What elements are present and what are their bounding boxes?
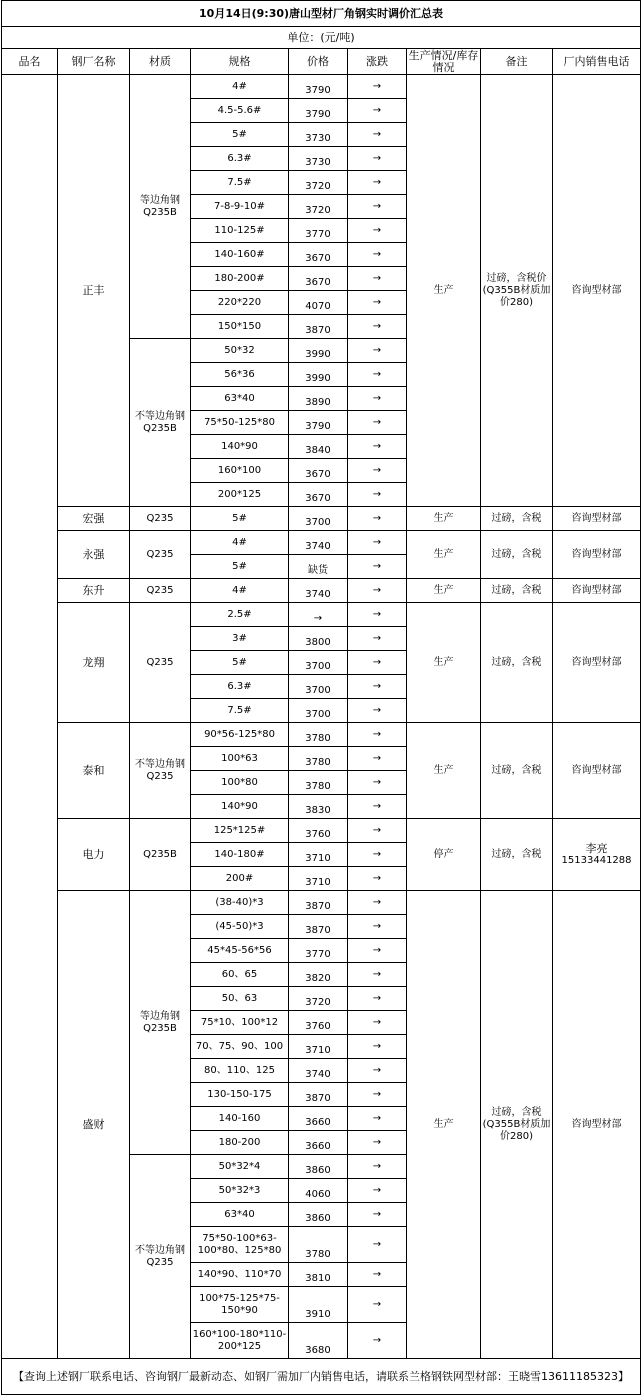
spec-cell: 7-8-9-10# bbox=[191, 195, 289, 219]
price-cell: 3990 bbox=[289, 339, 348, 363]
spec-cell: 140*90 bbox=[191, 435, 289, 459]
phone-cell: 咨询型材部 bbox=[553, 723, 641, 819]
footer-note: 【查询上述钢厂联系电话、咨询钢厂最新动态、如钢厂需加厂内销售电话，请联系兰格钢铁网型材部：王晓雪13611185323】 bbox=[2, 1359, 641, 1395]
change-cell: → bbox=[348, 1323, 407, 1359]
header-mill: 钢厂名称 bbox=[58, 49, 130, 75]
mill-name: 电力 bbox=[58, 819, 130, 891]
change-cell: → bbox=[348, 963, 407, 987]
price-cell: 3890 bbox=[289, 387, 348, 411]
change-cell: → bbox=[348, 651, 407, 675]
spec-cell: 80、110、125 bbox=[191, 1059, 289, 1083]
material-cell: Q235 bbox=[130, 579, 191, 603]
spec-cell: 7.5# bbox=[191, 171, 289, 195]
change-cell: → bbox=[348, 939, 407, 963]
change-cell: → bbox=[348, 363, 407, 387]
price-cell: 3680 bbox=[289, 1323, 348, 1359]
price-cell: 3730 bbox=[289, 147, 348, 171]
remark-cell: 过磅，含税 bbox=[481, 531, 553, 579]
spec-cell: 180-200# bbox=[191, 267, 289, 291]
spec-cell: 75*10、100*12 bbox=[191, 1011, 289, 1035]
spec-cell: 160*100-180*110-200*125 bbox=[191, 1323, 289, 1359]
table-row bbox=[2, 723, 641, 747]
price-cell: 3870 bbox=[289, 891, 348, 915]
change-cell: → bbox=[348, 459, 407, 483]
status-cell: 停产 bbox=[407, 819, 481, 891]
change-cell: → bbox=[348, 99, 407, 123]
spec-cell: 140-160# bbox=[191, 243, 289, 267]
spec-cell: 100*75-125*75-150*90 bbox=[191, 1287, 289, 1323]
spec-cell: 50*32*4 bbox=[191, 1155, 289, 1179]
change-cell: → bbox=[348, 843, 407, 867]
table-row bbox=[2, 819, 641, 843]
spec-cell: 4# bbox=[191, 75, 289, 99]
spec-cell: 110-125# bbox=[191, 219, 289, 243]
spec-cell: 60、65 bbox=[191, 963, 289, 987]
change-cell: → bbox=[348, 1155, 407, 1179]
price-cell: 3720 bbox=[289, 195, 348, 219]
change-cell: → bbox=[348, 867, 407, 891]
price-cell: 3840 bbox=[289, 435, 348, 459]
change-cell: → bbox=[348, 723, 407, 747]
change-cell: → bbox=[348, 699, 407, 723]
price-cell: 3710 bbox=[289, 843, 348, 867]
change-cell: → bbox=[348, 195, 407, 219]
status-cell: 生产 bbox=[407, 579, 481, 603]
change-cell: → bbox=[348, 747, 407, 771]
spec-cell: 45*45-56*56 bbox=[191, 939, 289, 963]
change-cell: → bbox=[348, 675, 407, 699]
spec-cell: 200*125 bbox=[191, 483, 289, 507]
change-cell: → bbox=[348, 75, 407, 99]
change-cell: → bbox=[348, 891, 407, 915]
price-cell: 3830 bbox=[289, 795, 348, 819]
change-cell: → bbox=[348, 819, 407, 843]
price-cell: 3780 bbox=[289, 771, 348, 795]
change-cell: → bbox=[348, 411, 407, 435]
change-cell: → bbox=[348, 315, 407, 339]
change-cell: → bbox=[348, 171, 407, 195]
price-cell: 3910 bbox=[289, 1287, 348, 1323]
price-cell: 3760 bbox=[289, 819, 348, 843]
product-cell bbox=[2, 75, 58, 1359]
spec-cell: 2.5# bbox=[191, 603, 289, 627]
phone-cell: 咨询型材部 bbox=[553, 531, 641, 579]
change-cell: → bbox=[348, 555, 407, 579]
spec-cell: 63*40 bbox=[191, 1203, 289, 1227]
change-cell: → bbox=[348, 579, 407, 603]
mill-name: 龙翔 bbox=[58, 603, 130, 723]
price-cell: 3810 bbox=[289, 1263, 348, 1287]
price-cell: 3720 bbox=[289, 987, 348, 1011]
change-cell: → bbox=[348, 243, 407, 267]
table-row bbox=[2, 75, 641, 99]
change-cell: → bbox=[348, 771, 407, 795]
unit-label: 单位：(元/吨) bbox=[2, 27, 641, 49]
contact-phone: 15133441288 bbox=[561, 854, 632, 866]
header-product: 品名 bbox=[2, 49, 58, 75]
change-cell: → bbox=[348, 1227, 407, 1263]
phone-cell: 咨询型材部 bbox=[553, 891, 641, 1359]
material-cell: 不等边角钢Q235B bbox=[130, 339, 191, 507]
spec-cell: 5# bbox=[191, 123, 289, 147]
spec-cell: 4.5-5.6# bbox=[191, 99, 289, 123]
mill-name: 泰和 bbox=[58, 723, 130, 819]
contact-name: 李亮 bbox=[585, 841, 608, 855]
spec-cell: 140-160 bbox=[191, 1107, 289, 1131]
spec-cell: 56*36 bbox=[191, 363, 289, 387]
change-cell: → bbox=[348, 1059, 407, 1083]
status-cell: 生产 bbox=[407, 507, 481, 531]
remark-cell: 过磅，含税 bbox=[481, 819, 553, 891]
status-cell: 生产 bbox=[407, 75, 481, 507]
spec-cell: 140-180# bbox=[191, 843, 289, 867]
phone-cell: 咨询型材部 bbox=[553, 579, 641, 603]
spec-cell: 3# bbox=[191, 627, 289, 651]
change-cell: → bbox=[348, 123, 407, 147]
change-cell: → bbox=[348, 147, 407, 171]
spec-cell: 100*80 bbox=[191, 771, 289, 795]
change-cell: → bbox=[348, 1131, 407, 1155]
change-cell: → bbox=[348, 1035, 407, 1059]
spec-cell: 63*40 bbox=[191, 387, 289, 411]
mill-name: 东升 bbox=[58, 579, 130, 603]
price-cell: 3670 bbox=[289, 267, 348, 291]
price-cell: 3870 bbox=[289, 915, 348, 939]
spec-cell: 50、63 bbox=[191, 987, 289, 1011]
spec-cell: 220*220 bbox=[191, 291, 289, 315]
change-cell: → bbox=[348, 435, 407, 459]
remark-cell: 过磅，含税 bbox=[481, 507, 553, 531]
spec-cell: 140*90、110*70 bbox=[191, 1263, 289, 1287]
spec-cell: 5# bbox=[191, 507, 289, 531]
change-cell: → bbox=[348, 339, 407, 363]
spec-cell: (45-50)*3 bbox=[191, 915, 289, 939]
price-cell: 3700 bbox=[289, 651, 348, 675]
price-cell: 3660 bbox=[289, 1131, 348, 1155]
spec-cell: 75*50-100*63-100*80、125*80 bbox=[191, 1227, 289, 1263]
price-cell: 3780 bbox=[289, 1227, 348, 1263]
mill-name: 宏强 bbox=[58, 507, 130, 531]
spec-cell: 125*125# bbox=[191, 819, 289, 843]
header-row bbox=[2, 49, 641, 75]
change-cell: → bbox=[348, 387, 407, 411]
spec-cell: 6.3# bbox=[191, 675, 289, 699]
price-cell: 3800 bbox=[289, 627, 348, 651]
price-cell: 3860 bbox=[289, 1155, 348, 1179]
change-cell: → bbox=[348, 483, 407, 507]
remark-cell: 过磅，含税价(Q355B材质加价280) bbox=[481, 75, 553, 507]
material-cell: 不等边角钢Q235 bbox=[130, 1155, 191, 1359]
price-cell: 3770 bbox=[289, 939, 348, 963]
price-cell: 3740 bbox=[289, 1059, 348, 1083]
price-cell: 3870 bbox=[289, 315, 348, 339]
spec-cell: 5# bbox=[191, 555, 289, 579]
spec-cell: 70、75、90、100 bbox=[191, 1035, 289, 1059]
phone-cell: 咨询型材部 bbox=[553, 603, 641, 723]
material-cell: Q235 bbox=[130, 531, 191, 579]
price-cell: 3710 bbox=[289, 867, 348, 891]
spec-cell: 75*50-125*80 bbox=[191, 411, 289, 435]
change-cell: → bbox=[348, 987, 407, 1011]
price-cell: 3740 bbox=[289, 531, 348, 555]
phone-cell: 咨询型材部 bbox=[553, 507, 641, 531]
material-cell: 等边角钢Q235B bbox=[130, 891, 191, 1155]
remark-cell: 过磅，含税 bbox=[481, 723, 553, 819]
price-cell: 3670 bbox=[289, 483, 348, 507]
price-cell: 3740 bbox=[289, 579, 348, 603]
change-cell: → bbox=[348, 531, 407, 555]
mill-name: 正丰 bbox=[58, 75, 130, 507]
header-spec: 规格 bbox=[191, 49, 289, 75]
price-cell: 3760 bbox=[289, 1011, 348, 1035]
price-cell: 4070 bbox=[289, 291, 348, 315]
change-cell: → bbox=[348, 507, 407, 531]
spec-cell: 7.5# bbox=[191, 699, 289, 723]
spec-cell: 100*63 bbox=[191, 747, 289, 771]
spec-cell: 4# bbox=[191, 531, 289, 555]
price-cell: 3660 bbox=[289, 1107, 348, 1131]
remark-cell: 过磅，含税 bbox=[481, 579, 553, 603]
change-cell: → bbox=[348, 1263, 407, 1287]
price-cell: 3730 bbox=[289, 123, 348, 147]
price-cell: 3710 bbox=[289, 1035, 348, 1059]
status-cell: 生产 bbox=[407, 531, 481, 579]
price-cell: 缺货 bbox=[289, 555, 348, 579]
header-phone: 厂内销售电话 bbox=[553, 49, 641, 75]
change-cell: → bbox=[348, 1011, 407, 1035]
material-cell: 等边角钢Q235B bbox=[130, 75, 191, 339]
header-change: 涨跌 bbox=[348, 49, 407, 75]
price-cell: 3700 bbox=[289, 507, 348, 531]
price-cell: 3870 bbox=[289, 1083, 348, 1107]
price-cell: 3700 bbox=[289, 675, 348, 699]
table-row bbox=[2, 891, 641, 915]
status-cell: 生产 bbox=[407, 603, 481, 723]
mill-name: 盛财 bbox=[58, 891, 130, 1359]
spec-cell: 160*100 bbox=[191, 459, 289, 483]
remark-cell: 过磅，含税 bbox=[481, 603, 553, 723]
price-cell: 3860 bbox=[289, 1203, 348, 1227]
change-cell: → bbox=[348, 915, 407, 939]
spec-cell: 180-200 bbox=[191, 1131, 289, 1155]
mill-name: 永强 bbox=[58, 531, 130, 579]
header-price: 价格 bbox=[289, 49, 348, 75]
spec-cell: 150*150 bbox=[191, 315, 289, 339]
price-cell: 4060 bbox=[289, 1179, 348, 1203]
phone-cell bbox=[553, 819, 641, 891]
price-cell: 3770 bbox=[289, 219, 348, 243]
spec-cell: 200# bbox=[191, 867, 289, 891]
price-cell: 3720 bbox=[289, 171, 348, 195]
status-cell: 生产 bbox=[407, 891, 481, 1359]
status-cell: 生产 bbox=[407, 723, 481, 819]
change-cell: → bbox=[348, 267, 407, 291]
price-cell: 3670 bbox=[289, 243, 348, 267]
header-status: 生产情况/库存情况 bbox=[407, 49, 481, 75]
spec-cell: 5# bbox=[191, 651, 289, 675]
spec-cell: 50*32*3 bbox=[191, 1179, 289, 1203]
spec-cell: 50*32 bbox=[191, 339, 289, 363]
price-cell: 3790 bbox=[289, 411, 348, 435]
price-cell: 3790 bbox=[289, 75, 348, 99]
spec-cell: 4# bbox=[191, 579, 289, 603]
change-cell: → bbox=[348, 291, 407, 315]
table-row bbox=[2, 507, 641, 531]
price-cell: 3790 bbox=[289, 99, 348, 123]
price-table bbox=[1, 0, 641, 1395]
change-cell: → bbox=[348, 603, 407, 627]
table-row bbox=[2, 603, 641, 627]
price-cell: 3990 bbox=[289, 363, 348, 387]
price-cell: → bbox=[289, 603, 348, 627]
remark-cell: 过磅，含税(Q355B材质加价280) bbox=[481, 891, 553, 1359]
spec-cell: (38-40)*3 bbox=[191, 891, 289, 915]
price-cell: 3820 bbox=[289, 963, 348, 987]
table-row bbox=[2, 579, 641, 603]
change-cell: → bbox=[348, 627, 407, 651]
change-cell: → bbox=[348, 795, 407, 819]
material-cell: Q235 bbox=[130, 603, 191, 723]
spec-cell: 130-150-175 bbox=[191, 1083, 289, 1107]
material-cell: Q235 bbox=[130, 507, 191, 531]
spec-cell: 140*90 bbox=[191, 795, 289, 819]
change-cell: → bbox=[348, 1203, 407, 1227]
spec-cell: 6.3# bbox=[191, 147, 289, 171]
header-remark: 备注 bbox=[481, 49, 553, 75]
change-cell: → bbox=[348, 1083, 407, 1107]
material-cell: Q235B bbox=[130, 819, 191, 891]
spec-cell: 90*56-125*80 bbox=[191, 723, 289, 747]
price-cell: 3780 bbox=[289, 747, 348, 771]
table-row bbox=[2, 531, 641, 555]
change-cell: → bbox=[348, 219, 407, 243]
price-cell: 3700 bbox=[289, 699, 348, 723]
material-cell: 不等边角钢Q235 bbox=[130, 723, 191, 819]
phone-cell: 咨询型材部 bbox=[553, 75, 641, 507]
table-title: 10月14日(9:30)唐山型材厂角钢实时调价汇总表 bbox=[2, 1, 641, 27]
change-cell: → bbox=[348, 1179, 407, 1203]
price-cell: 3780 bbox=[289, 723, 348, 747]
header-material: 材质 bbox=[130, 49, 191, 75]
change-cell: → bbox=[348, 1107, 407, 1131]
change-cell: → bbox=[348, 1287, 407, 1323]
price-cell: 3670 bbox=[289, 459, 348, 483]
